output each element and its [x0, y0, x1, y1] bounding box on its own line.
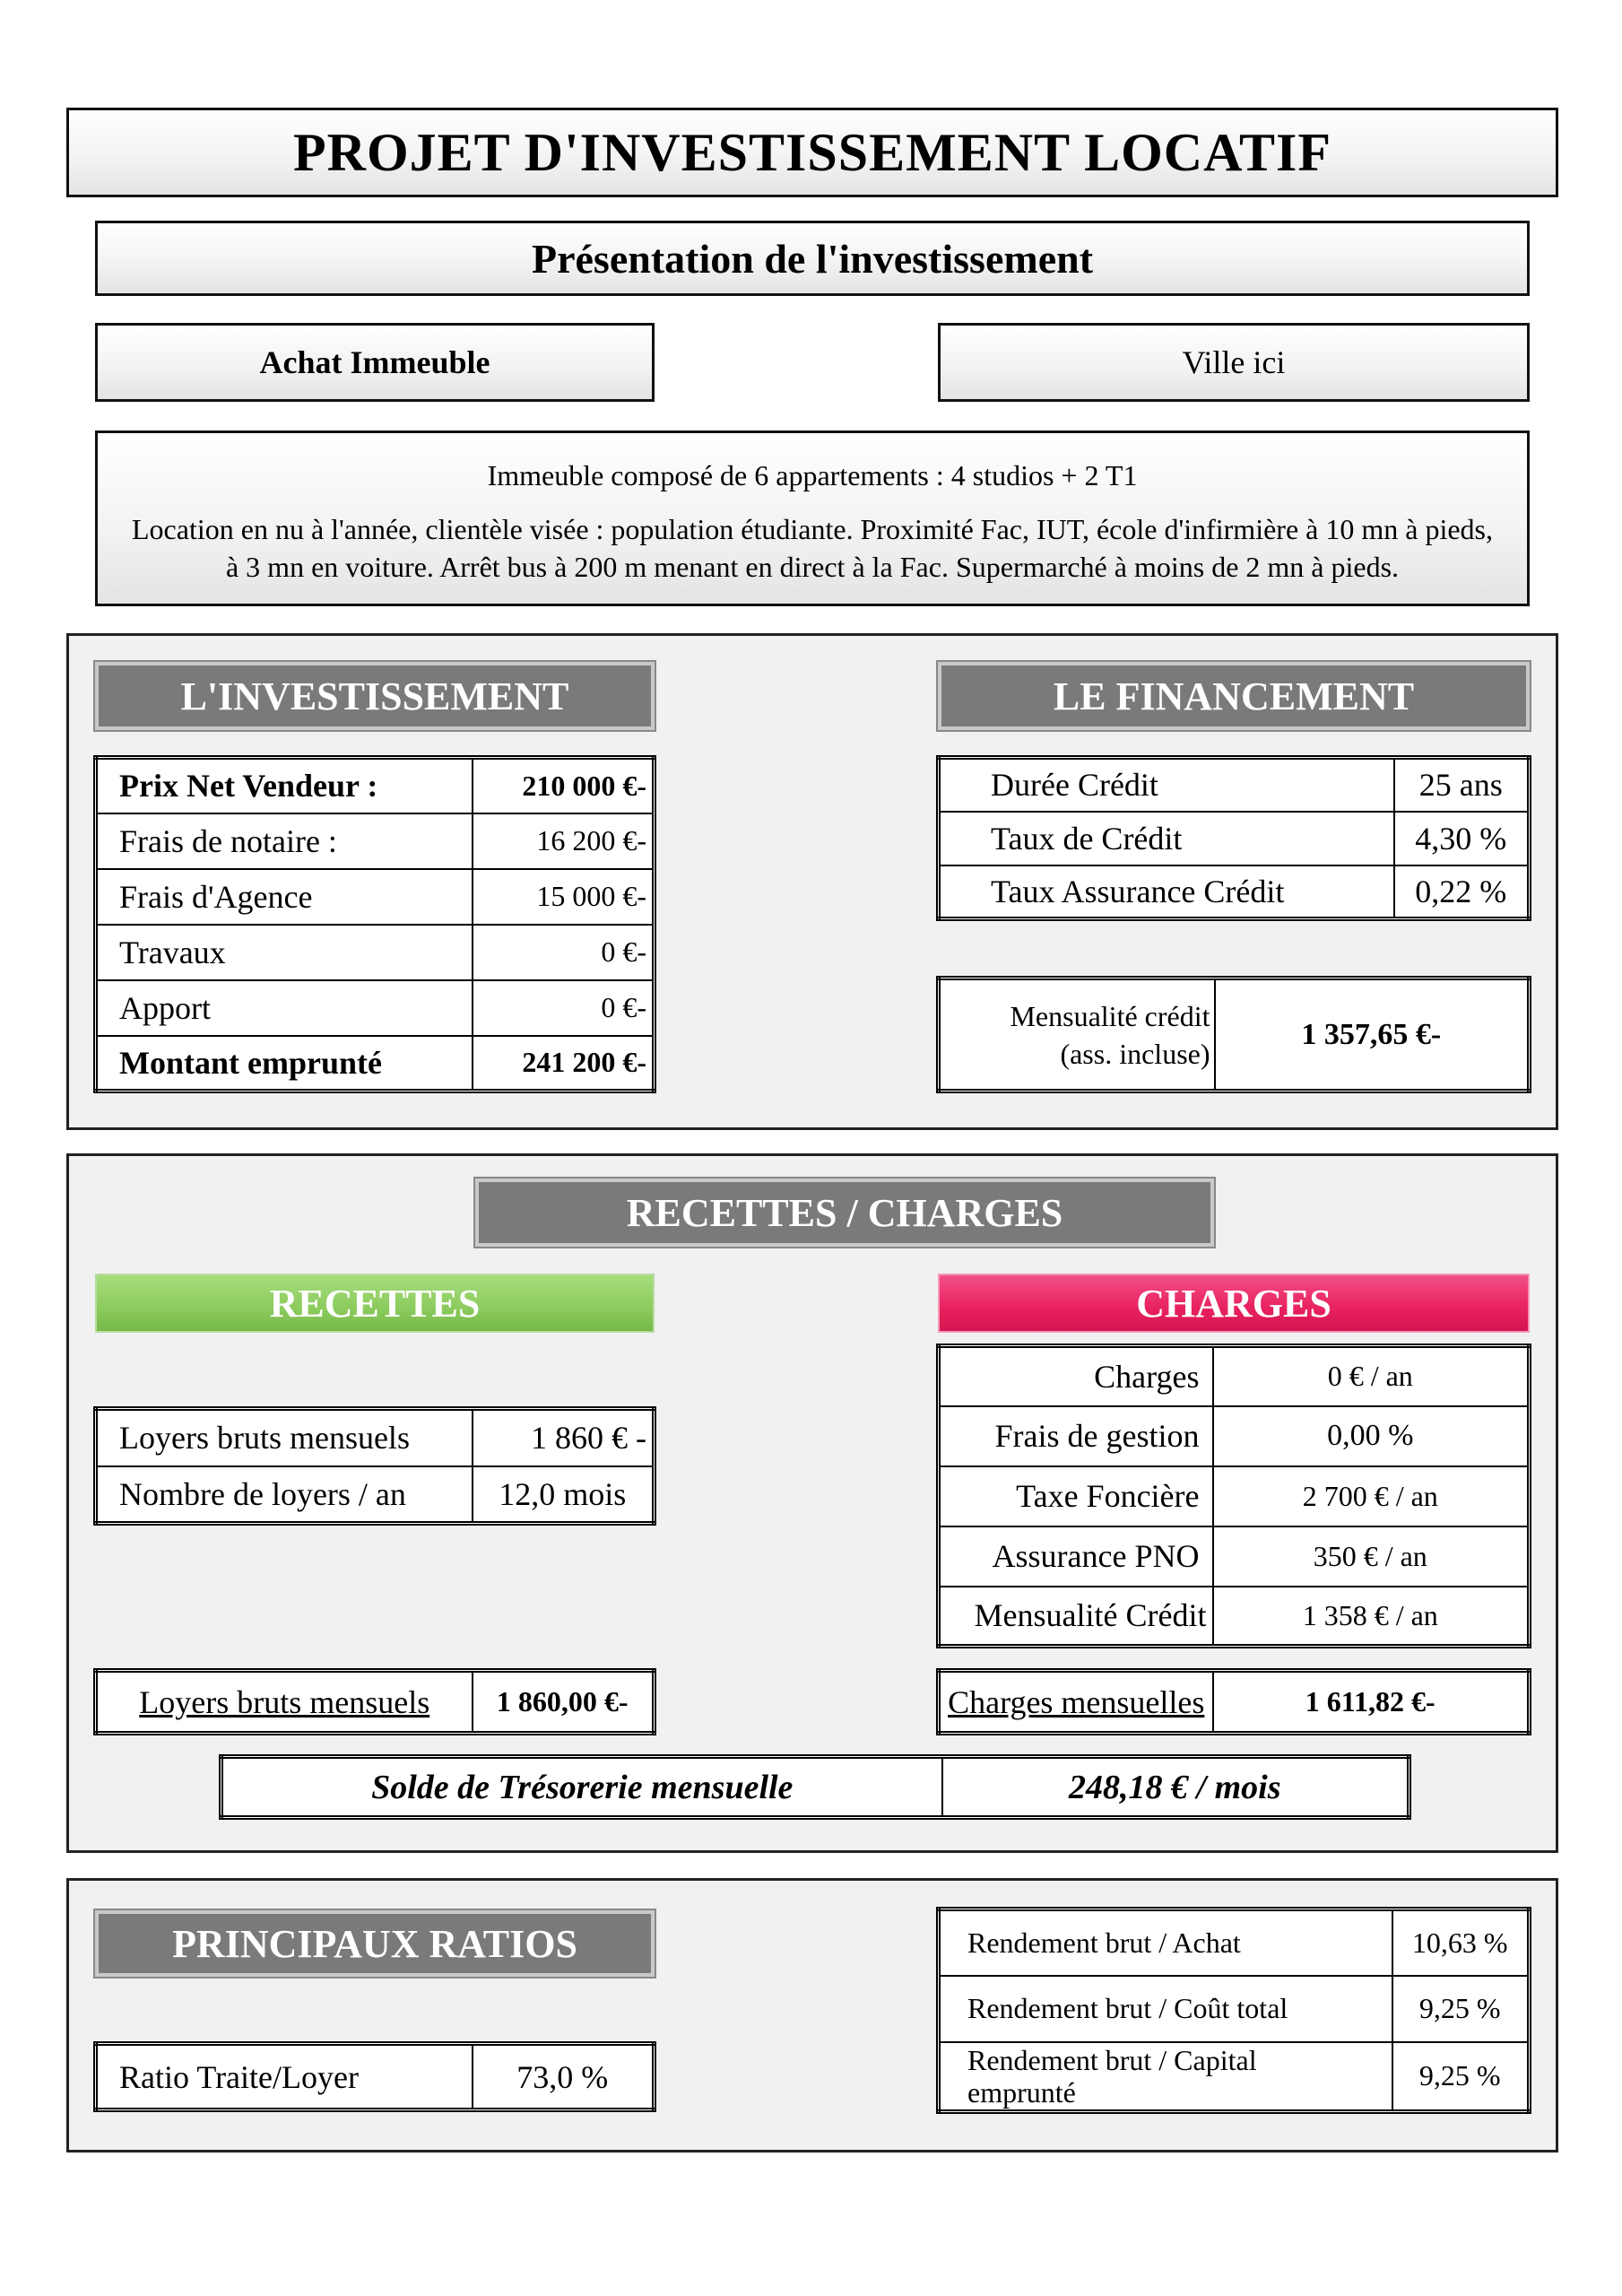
financing-header: LE FINANCEMENT: [938, 662, 1530, 730]
description-box: [95, 430, 1530, 606]
recettes-charges-header: RECETTES / CHARGES: [475, 1178, 1214, 1247]
table-row: [939, 865, 1530, 919]
table-row: [221, 1757, 1409, 1818]
row-value: 1 358 € / an: [1213, 1587, 1530, 1647]
row-label: Prix Net Vendeur :: [96, 758, 473, 813]
monthly-payment-label: [939, 978, 1215, 1091]
ratio-traite-value: 73,0 %: [473, 2044, 655, 2110]
row-value: 0,00 %: [1213, 1406, 1530, 1466]
row-label: Frais d'Agence: [96, 869, 473, 925]
city-box: Ville ici: [938, 323, 1530, 402]
row-label: Assurance PNO: [939, 1526, 1213, 1587]
table-row: [96, 980, 655, 1036]
table-row: [939, 1587, 1530, 1647]
table-row: [96, 1671, 655, 1734]
row-value: 0 € / an: [1213, 1346, 1530, 1406]
charges-total-table: [936, 1668, 1531, 1735]
charges-total-value: 1 611,82 €-: [1213, 1671, 1530, 1734]
table-row: [939, 758, 1530, 812]
row-label: Rendement brut / Capital emprunté: [939, 2042, 1392, 2112]
row-label: Apport: [96, 980, 473, 1036]
monthly-label-line-2: (ass. incluse): [1060, 1037, 1210, 1070]
charges-header: CHARGES: [938, 1274, 1530, 1333]
row-label: Mensualité Crédit: [939, 1587, 1213, 1647]
recettes-table: [93, 1406, 656, 1526]
table-row: [939, 812, 1530, 865]
row-value: 16 200 €-: [473, 813, 655, 869]
row-value: 1 860 € -: [473, 1409, 655, 1466]
investment-header: L'INVESTISSEMENT: [95, 662, 655, 730]
row-value: 4,30 %: [1394, 812, 1530, 865]
charges-table: [936, 1344, 1531, 1648]
table-row: [939, 1671, 1530, 1734]
description-line-1: Immeuble composé de 6 appartements : 4 studios + 2 T1: [487, 459, 1138, 491]
ratio-traite-table: [93, 2041, 656, 2112]
table-row: [939, 978, 1530, 1091]
row-label: Durée Crédit: [939, 758, 1394, 812]
table-row: [939, 1346, 1530, 1406]
charges-total-label: Charges mensuelles: [939, 1671, 1213, 1734]
row-label: Rendement brut / Achat: [939, 1909, 1392, 1976]
financing-table: [936, 755, 1531, 921]
table-row: [96, 1466, 655, 1524]
table-row: [96, 2044, 655, 2110]
table-row: [939, 1466, 1530, 1526]
table-row: [96, 1036, 655, 1091]
monthly-payment-table: [936, 976, 1531, 1093]
table-row: [939, 1406, 1530, 1466]
row-value: 0 €-: [473, 980, 655, 1036]
solde-table: [219, 1754, 1411, 1820]
ratios-header: PRINCIPAUX RATIOS: [95, 1910, 655, 1977]
recettes-total-value: 1 860,00 €-: [473, 1671, 655, 1734]
table-row: [96, 925, 655, 980]
row-label: Nombre de loyers / an: [96, 1466, 473, 1524]
row-label: Frais de gestion: [939, 1406, 1213, 1466]
table-row: [939, 1976, 1530, 2042]
section-subtitle: Présentation de l'investissement: [95, 221, 1530, 296]
ratio-traite-label: Ratio Traite/Loyer: [96, 2044, 473, 2110]
solde-label: Solde de Trésorerie mensuelle: [221, 1757, 942, 1818]
row-label: Rendement brut / Coût total: [939, 1976, 1392, 2042]
row-label: Taux de Crédit: [939, 812, 1394, 865]
row-value: 25 ans: [1394, 758, 1530, 812]
row-value: 241 200 €-: [473, 1036, 655, 1091]
table-row: [939, 2042, 1530, 2112]
table-row: [939, 1909, 1530, 1976]
monthly-label-line-1: Mensualité crédit: [1010, 999, 1210, 1032]
row-label: Travaux: [96, 925, 473, 980]
row-value: 15 000 €-: [473, 869, 655, 925]
recettes-header: RECETTES: [95, 1274, 655, 1333]
row-label: Charges: [939, 1346, 1213, 1406]
table-row: [96, 813, 655, 869]
recettes-total-label: Loyers bruts mensuels: [96, 1671, 473, 1734]
row-label: Taxe Foncière: [939, 1466, 1213, 1526]
row-value: 12,0 mois: [473, 1466, 655, 1524]
row-value: 350 € / an: [1213, 1526, 1530, 1587]
yield-table: [936, 1907, 1531, 2114]
row-value: 10,63 %: [1392, 1909, 1530, 1976]
page-title: PROJET D'INVESTISSEMENT LOCATIF: [66, 108, 1558, 197]
row-value: 0,22 %: [1394, 865, 1530, 919]
table-row: [939, 1526, 1530, 1587]
row-label: Taux Assurance Crédit: [939, 865, 1394, 919]
row-value: 0 €-: [473, 925, 655, 980]
solde-value: 248,18 € / mois: [942, 1757, 1409, 1818]
table-row: [96, 758, 655, 813]
row-value: 210 000 €-: [473, 758, 655, 813]
row-label: Montant emprunté: [96, 1036, 473, 1091]
table-row: [96, 1409, 655, 1466]
property-type-box: Achat Immeuble: [95, 323, 655, 402]
row-label: Frais de notaire :: [96, 813, 473, 869]
row-value: 9,25 %: [1392, 1976, 1530, 2042]
row-label: Loyers bruts mensuels: [96, 1409, 473, 1466]
monthly-payment-value: 1 357,65 €-: [1215, 978, 1530, 1091]
description-line-2: Location en nu à l'année, clientèle visée : population étudiante. Proximité Fac, IUT, école d'infirmière à 10 mn à pieds, à 3 mn en voiture. Arrêt bus à 200 m menant en direct à la Fac. Supermarché à moins de 2 mn à pieds.: [132, 513, 1493, 583]
investment-table: [93, 755, 656, 1093]
row-value: 9,25 %: [1392, 2042, 1530, 2112]
recettes-total-table: [93, 1668, 656, 1735]
row-value: 2 700 € / an: [1213, 1466, 1530, 1526]
table-row: [96, 869, 655, 925]
